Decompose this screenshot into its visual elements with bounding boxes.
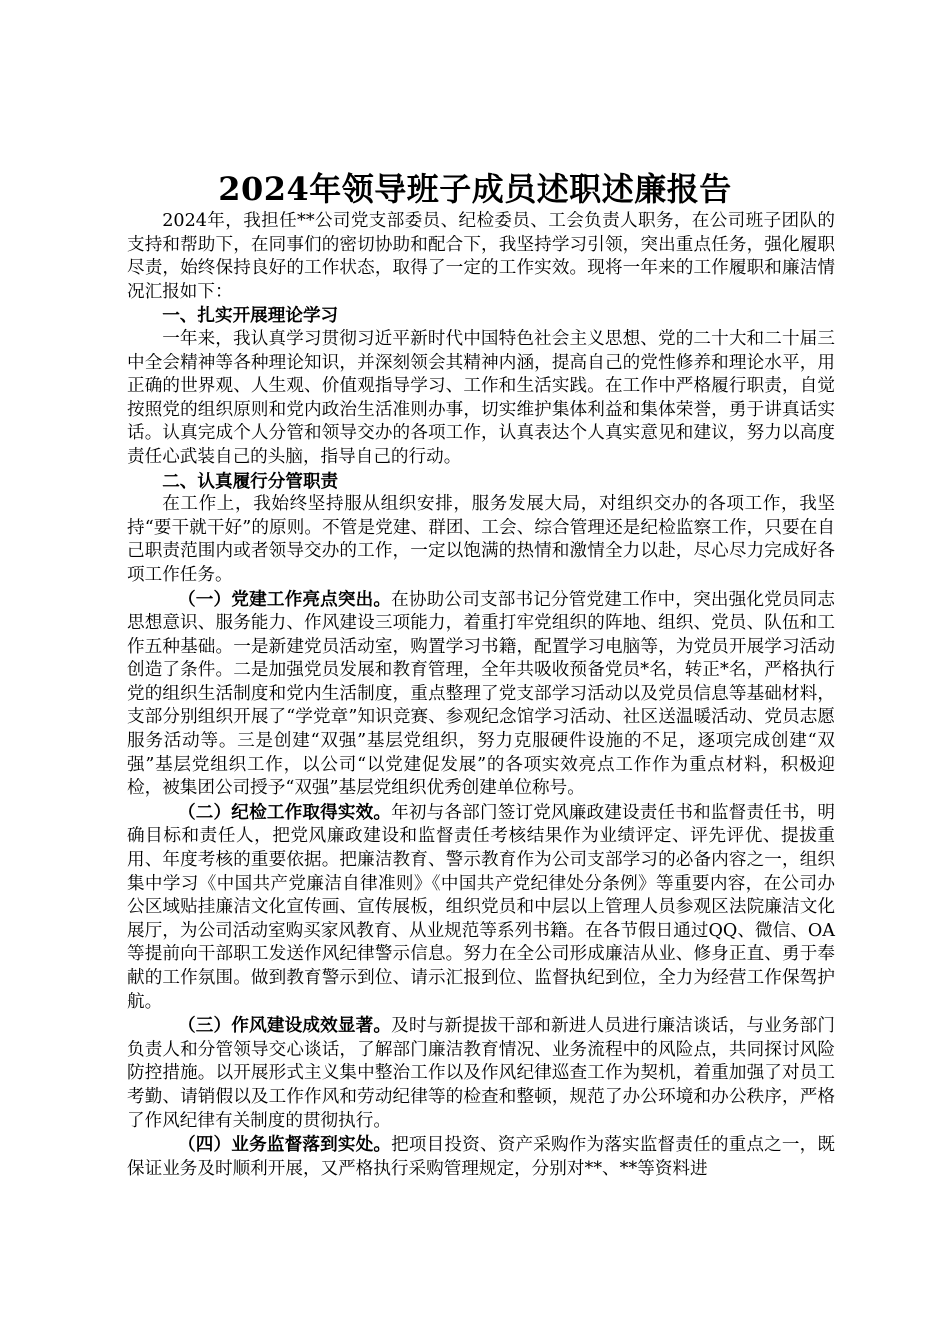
document-body	[127, 210, 835, 1181]
subsection-lead: （三）作风建设成效显著。	[178, 1015, 392, 1037]
section-paragraph-1: 一年来，我认真学习贯彻习近平新时代中国特色社会主义思想、党的二十大和二十届三中全会精神等各种理论知识，并深刻领会其精神内涵，提高自己的党性修养和理论水平，用正确的世界观、人生观、价值观指导学习、工作和生活实践。在工作中严格履行职责，自觉按照党的组织原则和党内政治生活准则办事，切实维护集体利益和集体荣誉，勇于讲真话实话。认真完成个人分管和领导交办的各项工作，认真表达个人真实意见和建议，努力以高度责任心武装自己的头脑，指导自己的行动。	[127, 328, 835, 467]
section-heading-1: 一、扎实开展理论学习	[162, 305, 339, 327]
subsection-paragraph-1	[127, 588, 835, 801]
subsection-lead: （一）党建工作亮点突出。	[178, 588, 392, 610]
subsection-paragraph-3	[127, 1014, 835, 1133]
subsection-paragraph-4	[127, 1133, 835, 1181]
subsection-lead: （四）业务监督落到实处。	[178, 1134, 392, 1156]
subsection-text: 把项目投资、资产采购作为落实监督责任的重点之一，既保证业务及时顺利开展，又严格执行采购管理规定，分别对**、**等资料进	[127, 1135, 835, 1179]
subsection-text: 及时与新提拔干部和新进人员进行廉洁谈话，与业务部门负责人和分管领导交心谈话，了解部门廉洁教育情况、业务流程中的风险点，共同探讨风险防控措施。以开展形式主义集中整治工作以及作风纪律巡查工作为契机，着重加强了对员工考勤、请销假以及工作作风和劳动纪律等的检查和整顿，规范了办公环境和办公秩序，严格了作风纪律有关制度的贯彻执行。	[127, 1016, 835, 1131]
intro-paragraph: 2024年，我担任**公司党支部委员、纪检委员、工会负责人职务，在公司班子团队的支持和帮助下，在同事们的密切协助和配合下，我坚持学习引领，突出重点任务，强化履职尽责，始终保持良好的工作状态，取得了一定的工作实效。现将一年来的工作履职和廉洁情况汇报如下：	[127, 211, 835, 302]
section-heading-2: 二、认真履行分管职责	[162, 470, 339, 492]
section-paragraph-2: 在工作上，我始终坚持服从组织安排，服务发展大局，对组织交办的各项工作，我坚持“要干就干好”的原则。不管是党建、群团、工会、综合管理还是纪检监察工作，只要在自己职责范围内或者领导交办的工作，一定以饱满的热情和激情全力以赴，尽心尽力完成好各项工作任务。	[127, 494, 835, 585]
document-title: 2024年领导班子成员述职述廉报告	[218, 170, 732, 208]
subsection-text: 在协助公司支部书记分管党建工作中，突出强化党员同志思想意识、服务能力、作风建设三项能力，着重打牢党组织的阵地、组织、党员、队伍和工作五种基础。一是新建党员活动室，购置学习书籍，配置学习电脑等，为党员开展学习活动创造了条件。二是加强党员发展和教育管理，全年共吸收预备党员*名，转正*名，严格执行党的组织生活制度和党内生活制度，重点整理了党支部学习活动以及党员信息等基础材料，支部分别组织开展了“学党章”知识竞赛、参观纪念馆学习活动、社区送温暖活动、党员志愿服务活动等。三是创建“双强”基层党组织，努力克服硬件设施的不足，逐项完成创建“双强”基层党组织工作，以公司“以党建促发展”的各项实效亮点工作作为重点材料，积极迎检，被集团公司授予“双强”基层党组织优秀创建单位称号。	[127, 589, 835, 799]
subsection-lead: （二）纪检工作取得实效。	[178, 801, 392, 823]
subsection-text: 年初与各部门签订党风廉政建设责任书和监督责任书，明确目标和责任人，把党风廉政建设和监督责任考核结果作为业绩评定、评先评优、提拔重用、年度考核的重要依据。把廉洁教育、警示教育作为公司支部学习的必备内容之一，组织集中学习《中国共产党廉洁自律准则》《中国共产党纪律处分条例》等重要内容，在公司办公区域贴挂廉洁文化宣传画、宣传展板，组织党员和中层以上管理人员参观区法院廉洁文化展厅，为公司活动室购买家风教育、从业规范等系列书籍。在各节假日通过QQ、微信、OA等提前向干部职工发送作风纪律警示信息。努力在全公司形成廉洁从业、修身正直、勇于奉献的工作氛围。做到教育警示到位、请示汇报到位、监督执纪到位，全力为经营工作保驾护航。	[127, 802, 835, 1012]
subsection-paragraph-2	[127, 801, 835, 1014]
